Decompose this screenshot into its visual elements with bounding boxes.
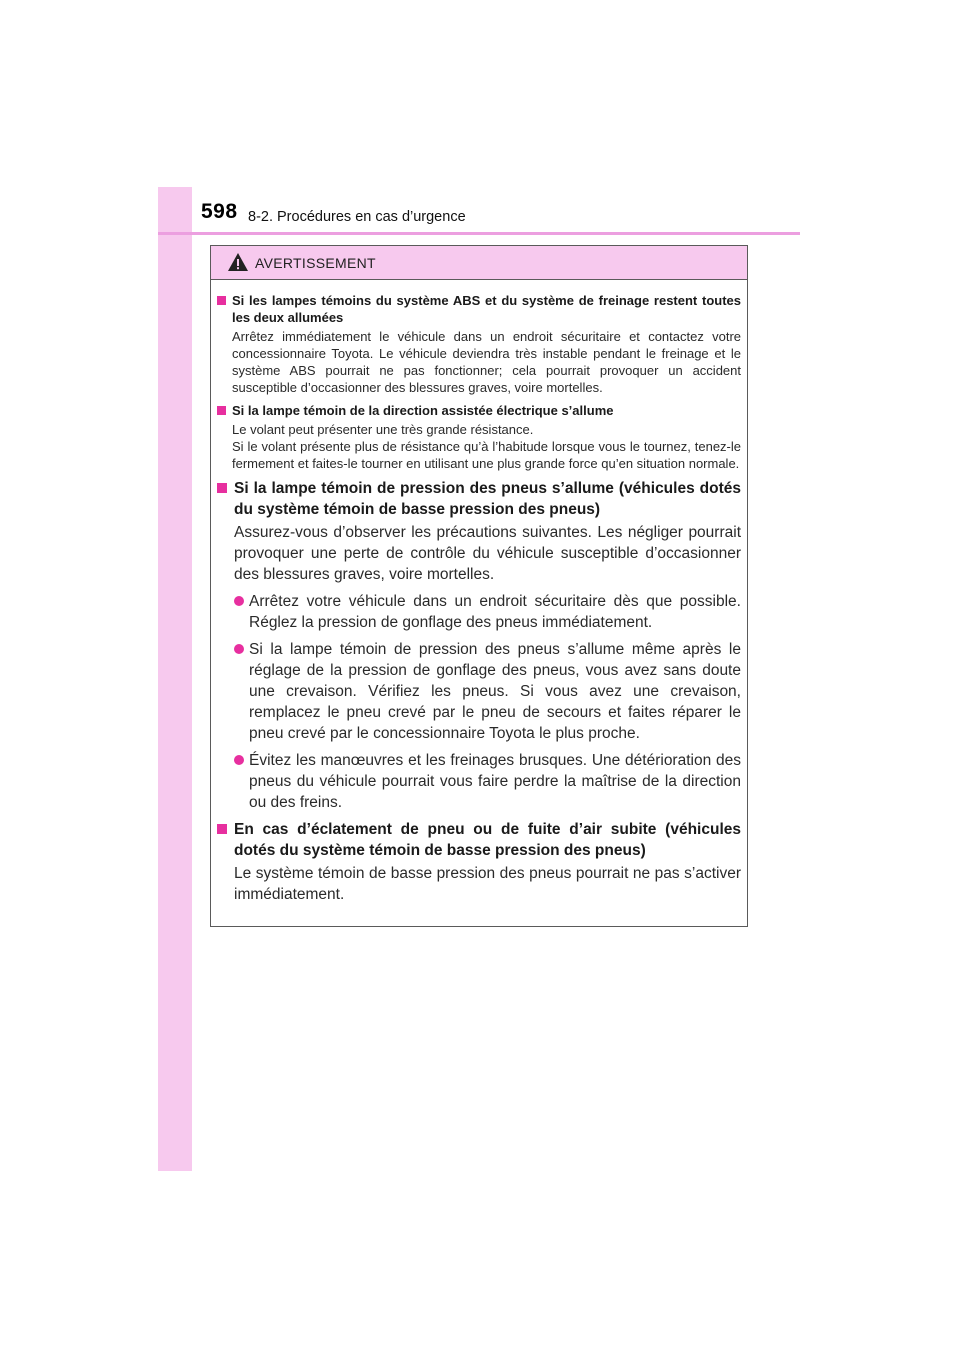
warning-item-power-steering: [217, 402, 741, 472]
section-title: 8-2. Procédures en cas d’urgence: [248, 209, 466, 225]
page-number: 598: [201, 200, 238, 223]
round-bullet-icon: [234, 755, 244, 765]
warning-item-tire-burst: [217, 819, 741, 905]
item-title: Si la lampe témoin de pression des pneus s’allume (véhicules dotés du système témoin de basse pression des pneus): [234, 480, 741, 518]
square-bullet-icon: [217, 296, 226, 305]
item-title: Si la lampe témoin de la direction assistée électrique s’allume: [232, 403, 614, 418]
square-bullet-icon: [217, 483, 227, 493]
warning-title: AVERTISSEMENT: [255, 255, 376, 271]
item-title: Si les lampes témoins du système ABS et du système de freinage restent toutes les deux allumées: [232, 293, 741, 325]
item-text: Le système témoin de basse pression des pneus pourrait ne pas s’activer immédiatement.: [234, 865, 741, 903]
item-text: Assurez-vous d’observer les précautions suivantes. Les négliger pourrait provoquer une perte de contrôle du véhicule susceptible d’occasionner des blessures graves, voire mortelles.: [234, 524, 741, 583]
warning-item-abs-brake: [217, 292, 741, 396]
list-item: [234, 591, 741, 633]
item-text-line: Le volant peut présenter une très grande résistance.: [232, 422, 534, 437]
bullet-list: [217, 591, 741, 813]
square-bullet-icon: [217, 406, 226, 415]
round-bullet-icon: [234, 596, 244, 606]
warning-header: [211, 246, 747, 280]
bullet-text: Si la lampe témoin de pression des pneus s’allume même après le réglage de la pression de gonflage des pneus, vous avez sans doute une crevaison. Vérifiez les pneus. Si vous avez une crevaison, remplacez le pneu crevé par le pneu de secours et faites réparer le pneu crevé par le concessionnaire Toyota le plus proche.: [249, 641, 741, 742]
list-item: [234, 639, 741, 744]
side-tab-band: [158, 187, 192, 1171]
warning-body: [211, 280, 747, 905]
item-text-line: Si le volant présente plus de résistance qu’à l’habitude lorsque vous le tournez, tenez-le fermement et faites-le tourner en utilisant une plus grande force qu’en situation normale.: [232, 439, 741, 471]
item-title: En cas d’éclatement de pneu ou de fuite d’air subite (véhicules dotés du système témoin de basse pression des pneus): [234, 821, 741, 859]
warning-triangle-icon: [227, 252, 249, 272]
item-text: [217, 421, 741, 472]
warning-box: [210, 245, 748, 927]
item-text: Arrêtez immédiatement le véhicule dans un endroit sécuritaire et contactez votre concessionnaire Toyota. Le véhicule deviendra très instable pendant le freinage et le système ABS pourrait ne pas fonctionner; cela pourrait provoquer un accident susceptible d’occasionner des blessures graves, voire mortelles.: [232, 329, 741, 395]
bullet-text: Évitez les manœuvres et les freinages brusques. Une détérioration des pneus du véhicule pourrait vous faire perdre la maîtrise de la direction ou des freins.: [249, 752, 741, 811]
round-bullet-icon: [234, 644, 244, 654]
warning-item-tire-pressure: [217, 478, 741, 813]
bullet-text: Arrêtez votre véhicule dans un endroit sécuritaire dès que possible. Réglez la pression de gonflage des pneus immédiatement.: [249, 593, 741, 631]
list-item: [234, 750, 741, 813]
square-bullet-icon: [217, 824, 227, 834]
header-rule: [158, 232, 800, 235]
